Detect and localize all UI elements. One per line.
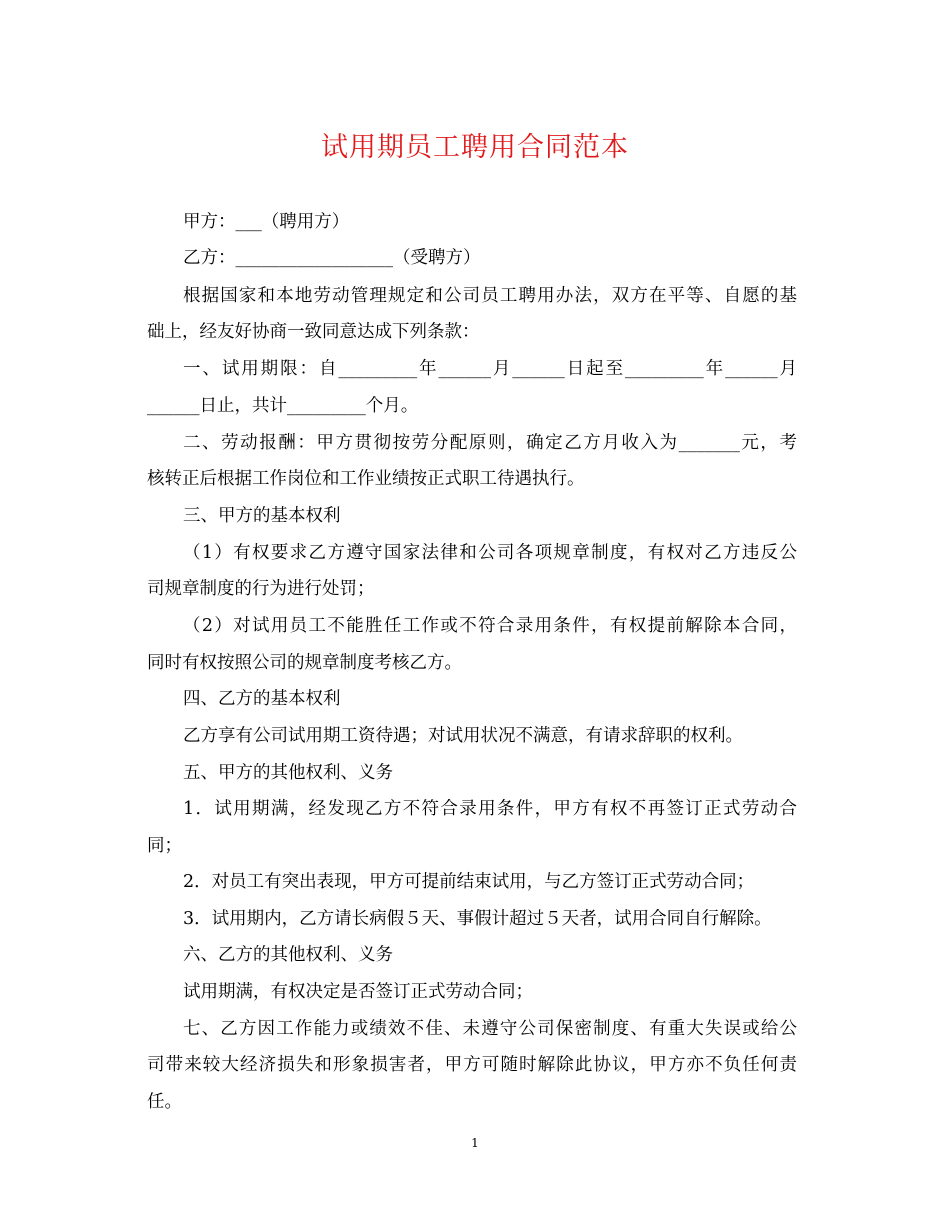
clause-4-heading: 四、乙方的基本权利 xyxy=(183,689,341,709)
party-b-line: 乙方：__________________（受聘方） xyxy=(183,248,481,268)
clause-5-item-1-line-1: 1．试用期满，经发现乙方不符合录用条件，甲方有权不再签订正式劳动合 xyxy=(183,799,797,819)
clause-6-body: 试用期满，有权决定是否签订正式劳动合同； xyxy=(183,982,533,1002)
document-title: 试用期员工聘用合同范本 xyxy=(321,132,629,163)
page-number: 1 xyxy=(471,1136,479,1150)
party-a-line: 甲方：___（聘用方） xyxy=(183,212,350,232)
clause-2-line-2: 核转正后根据工作岗位和工作业绩按正式职工待遇执行。 xyxy=(147,469,585,489)
clause-3-item-2-line-1: （2）对试用员工不能胜任工作或不符合录用条件，有权提前解除本合同， xyxy=(183,616,797,636)
clause-5-item-3: 3．试用期内，乙方请长病假５天、事假计超过５天者，试用合同自行解除。 xyxy=(183,909,772,929)
clause-5-item-2: 2．对员工有突出表现，甲方可提前结束试用，与乙方签订正式劳动合同； xyxy=(183,872,755,892)
clause-7-line-2: 司带来较大经济损失和形象损害者，甲方可随时解除此协议，甲方亦不负任何责 xyxy=(147,1055,797,1075)
clause-1-line-1: 一、试用期限：自_________年______月______日起至_________年______月 xyxy=(183,359,797,379)
clause-6-heading: 六、乙方的其他权利、义务 xyxy=(183,945,393,965)
clause-3-item-1-line-1: （1）有权要求乙方遵守国家法律和公司各项规章制度，有权对乙方违反公 xyxy=(183,543,797,563)
clause-2-line-1: 二、劳动报酬：甲方贯彻按劳分配原则，确定乙方月收入为_______元，考 xyxy=(183,433,797,453)
clause-7-line-1: 七、乙方因工作能力或绩效不佳、未遵守公司保密制度、有重大失误或给公 xyxy=(183,1019,797,1039)
clause-4-body: 乙方享有公司试用期工资待遇；对试用状况不满意，有请求辞职的权利。 xyxy=(183,726,743,746)
clause-1-line-2: ______日止，共计_________个月。 xyxy=(147,396,419,416)
clause-3-heading: 三、甲方的基本权利 xyxy=(183,506,341,526)
clause-7-line-3: 任。 xyxy=(147,1092,182,1112)
clause-5-heading: 五、甲方的其他权利、义务 xyxy=(183,763,393,783)
clause-3-item-2-line-2: 同时有权按照公司的规章制度考核乙方。 xyxy=(147,653,462,673)
preamble-line-1: 根据国家和本地劳动管理规定和公司员工聘用办法，双方在平等、自愿的基 xyxy=(183,286,797,306)
clause-3-item-1-line-2: 司规章制度的行为进行处罚； xyxy=(147,579,375,599)
clause-5-item-1-line-2: 同； xyxy=(147,836,182,856)
preamble-line-2: 础上，经友好协商一致同意达成下列条款： xyxy=(147,322,480,342)
